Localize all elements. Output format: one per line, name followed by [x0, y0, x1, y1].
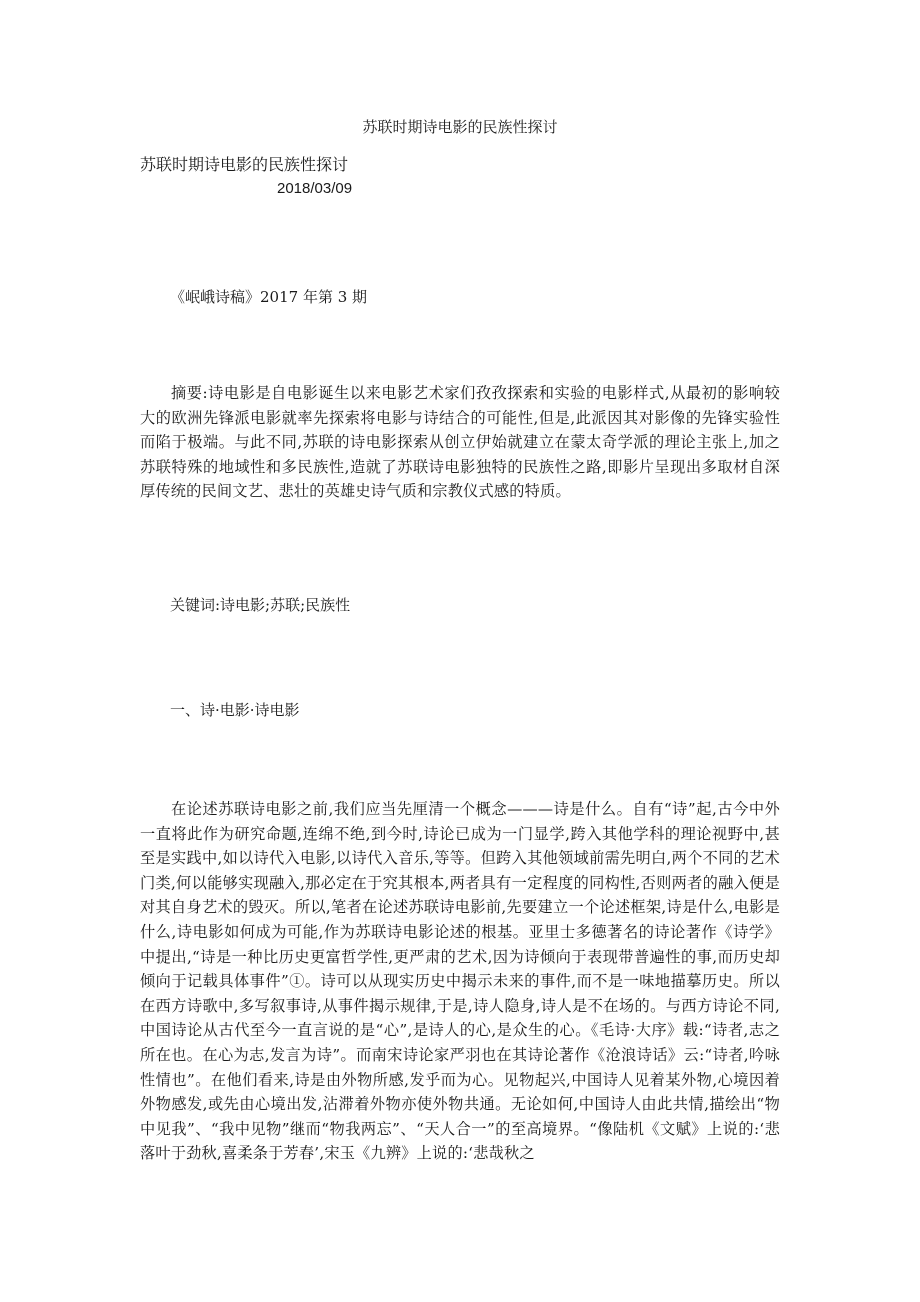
journal-source: 《岷峨诗稿》2017 年第 3 期 [170, 288, 368, 306]
page-header-title: 苏联时期诗电影的民族性探讨 [362, 118, 558, 136]
section-heading: 一、诗·电影·诗电影 [170, 701, 300, 719]
document-title: 苏联时期诗电影的民族性探讨 [140, 155, 349, 174]
publish-date: 2018/03/09 [277, 180, 353, 197]
keywords-line: 关键词:诗电影;苏联;民族性 [170, 596, 351, 614]
body-paragraph: 在论述苏联诗电影之前,我们应当先厘清一个概念———诗是什么。自有“诗”起,古今中外一直将此作为研究命题,连绵不绝,到今时,诗论已成为一门显学,跨入其他学科的理论视野中,甚至是实践中,如以诗代入电影,以诗代入音乐,等等。但跨入其他领域前需先明白,两个不同的艺术门类,何以能够实现融入,那必定在于究其根本,两者具有一定程度的同构性,否则两者的融入便是对其自身艺术的毁灭。所以,笔者在论述苏联诗电影前,先要建立一个论述框架,诗是什么,电影是什么,诗电影如何成为可能,作为苏联诗电影论述的根基。亚里士多德著名的诗论著作《诗学》中提出,“诗是一种比历史更富哲学性,更严肃的艺术,因为诗倾向于表现带普遍性的事,而历史却倾向于记载具体事件”①。诗可以从现实历史中揭示未来的事件,而不是一味地描摹历史。所以在西方诗歌中,多写叙事诗,从事件揭示规律,于是,诗人隐身,诗人是不在场的。与西方诗论不同,中国诗论从古代至今一直言说的是“心”,是诗人的心,是众生的心。《毛诗·大序》载:“诗者,志之所在也。在心为志,发言为诗”。而南宋诗论家严羽也在其诗论著作《沧浪诗话》云:“诗者,吟咏性情也”。在他们看来,诗是由外物所感,发乎而为心。见物起兴,中国诗人见着某外物,心境因着外物感发,或先由心境出发,沾滞着外物亦使外物共通。无论如何,中国诗人由此共情,描绘出“物中见我”、“我中见物”继而“物我两忘”、“天人合一”的至高境界。“像陆机《文赋》上说的:‘悲落叶于劲秋,喜柔条于芳春’,宋玉《九辨》上说的:‘悲哉秋之 [140, 800, 780, 1163]
abstract-paragraph: 摘要:诗电影是自电影诞生以来电影艺术家们孜孜探索和实验的电影样式,从最初的影响较大的欧洲先锋派电影就率先探索将电影与诗结合的可能性,但是,此派因其对影像的先锋实验性而陷于极端。与此不同,苏联的诗电影探索从创立伊始就建立在蒙太奇学派的理论主张上,加之苏联特殊的地域性和多民族性,造就了苏联诗电影独特的民族性之路,即影片呈现出多取材自深厚传统的民间文艺、悲壮的英雄史诗气质和宗教仪式感的特质。 [140, 384, 780, 501]
